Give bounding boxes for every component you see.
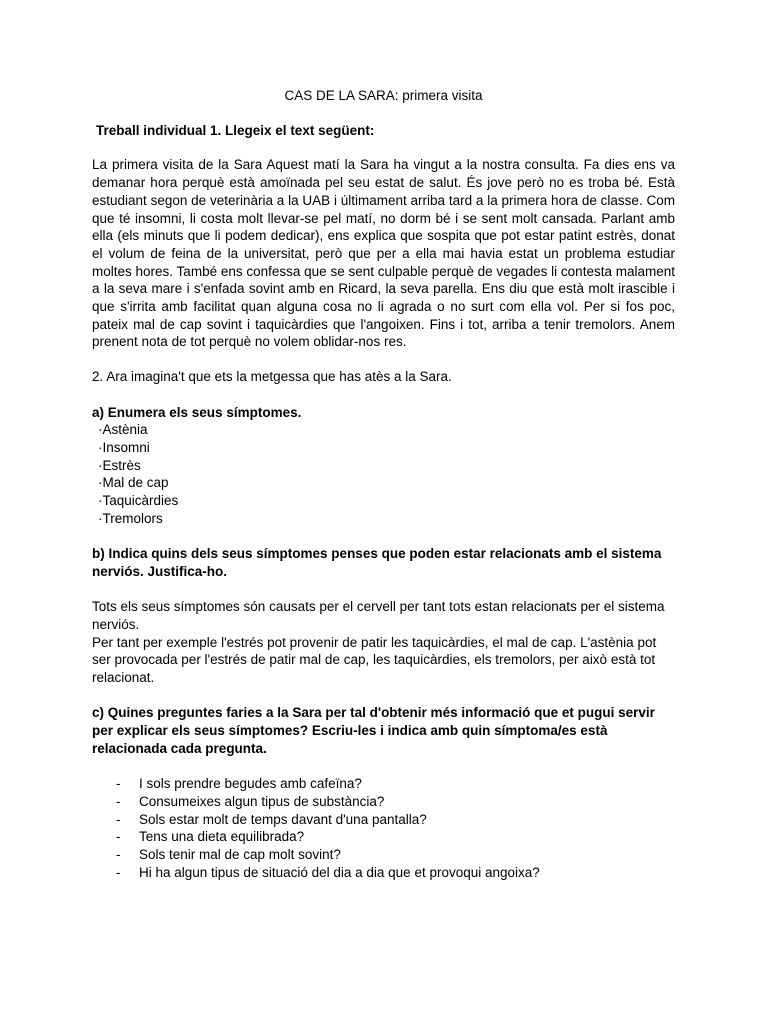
dash-bullet: - [116,776,121,792]
symptoms-list [92,421,675,527]
question-text: Sols estar molt de temps davant d'una pantalla? [139,811,427,827]
list-item [92,775,675,793]
questions-list [92,775,675,881]
list-item: ·Taquicàrdies [98,493,179,509]
question-text: I sols prendre begudes amb cafeïna? [139,776,362,792]
task1-heading: Treball individual 1. Llegeix el text següent: [96,122,375,138]
list-item [92,811,675,829]
dash-bullet: - [116,847,121,863]
list-item [92,828,675,846]
intro-paragraph: La primera visita de la Sara Aquest matí la Sara ha vingut a la nostra consulta. Fa dies ens va demanar hora perquè està amoïnada pel seu estat de salut. És jove però no es troba bé. Està estudiant segon de veterinària a la UAB i últimament arriba tard a la primera hora de classe. Com que té insomni, li costa molt llevar-se pel matí, no dorm bé i se sent molt cansada. Parlant amb ella (els minuts que li podem dedicar), ens explica que sospita que pot estar patint estrès, donat el volum de feina de la universitat, però que per a ella mai havia estat un problema estudiar moltes hores. També ens confessa que se sent culpable perquè de vegades li contesta malament a la seva mare i s'enfada sovint amb en Ricard, la seva parella. Ens diu que està molt irascible i que s'irrita amb facilitat quan alguna cosa no li agrada o no surt com ella vol. Per si fos poc, pateix mal de cap sovint i taquicàrdies que l'angoixen. Fins i tot, arriba a tenir tremolors. Anem prenent nota de tot perquè no volem oblidar-nos res. [92,157,675,350]
question-text: Hi ha algun tipus de situació del dia a dia que et provoqui angoixa? [139,864,540,880]
list-item: ·Astènia [98,422,148,438]
dash-bullet: - [116,864,121,880]
answer-b-paragraph-2: Per tant per exemple l'estrés pot provenir de patir les taquicàrdies, el mal de cap. L'astènia pot ser provocada per l'estrés de patir mal de cap, les taquicàrdies, els tremolors, per això està tot relacionat. [92,634,657,686]
question-c-heading: c) Quines preguntes faries a la Sara per tal d'obtenir més informació que et pugui servir per explicar els seus símptomes? Escriu-les i indica amb quin símptoma/es està relacionada cada pregunta. [92,705,655,756]
dash-bullet: - [116,829,121,845]
task2-text: 2. Ara imagina't que ets la metgessa que has atès a la Sara. [92,369,452,385]
list-item: ·Insomni [98,439,150,455]
list-item: ·Mal de cap [98,475,169,491]
list-item [92,846,675,864]
question-text: Consumeixes algun tipus de substància? [139,793,385,809]
document-page [92,87,675,881]
dash-bullet: - [116,811,121,827]
list-item [92,793,675,811]
question-text: Tens una dieta equilibrada? [139,829,305,845]
list-item [92,864,675,882]
document-title: CAS DE LA SARA: primera visita [284,88,483,103]
question-text: Sols tenir mal de cap molt sovint? [139,847,341,863]
dash-bullet: - [116,793,121,809]
question-a-heading: a) Enumera els seus símptomes. [92,404,302,420]
question-b-heading: b) Indica quins dels seus símptomes penses que poden estar relacionats amb el sistema nerviós. Justifica-ho. [92,546,662,579]
list-item: ·Estrès [98,457,141,473]
answer-b-paragraph-1: Tots els seus símptomes són causats per el cervell per tant tots estan relacionats per el sistema nerviós. [92,599,665,632]
list-item: ·Tremolors [98,510,163,526]
